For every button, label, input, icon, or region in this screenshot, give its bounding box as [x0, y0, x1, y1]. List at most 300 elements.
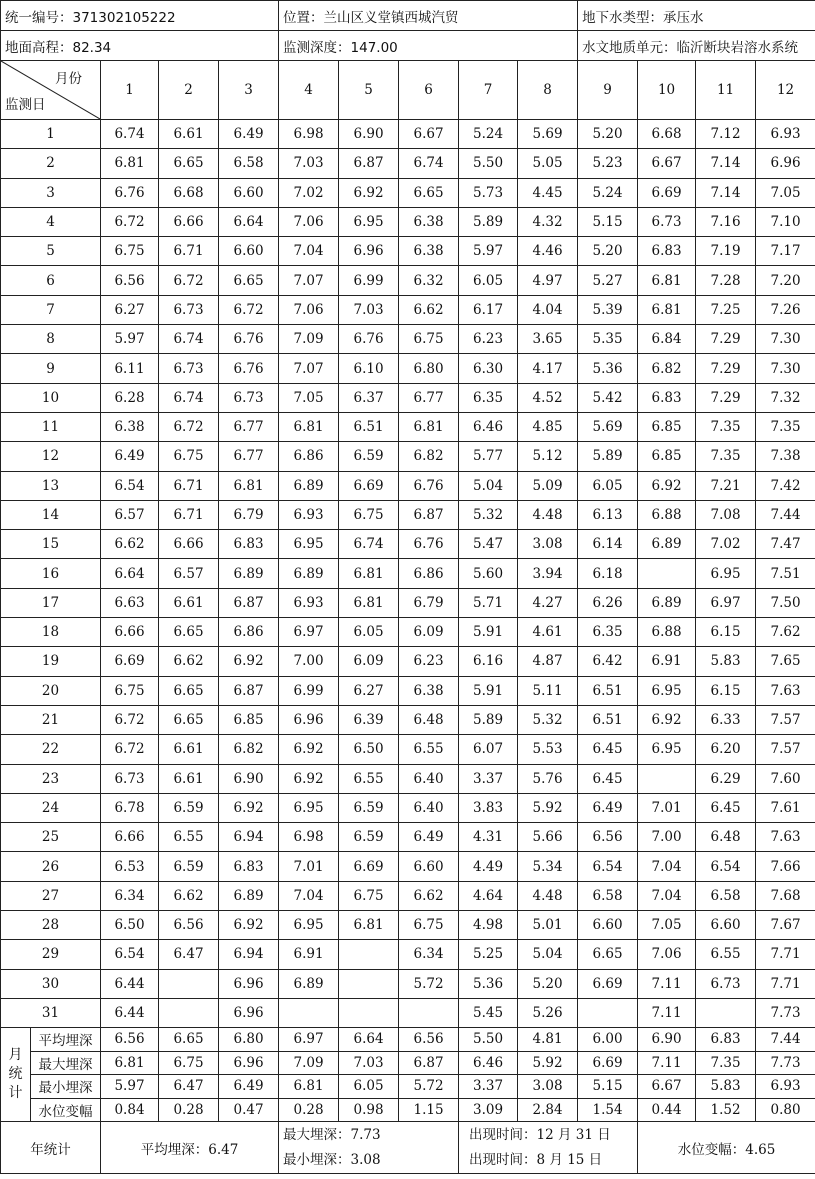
depth-cell: 6.75 [159, 442, 219, 471]
depth-cell: 5.15 [578, 207, 638, 236]
stat-cell: 6.05 [339, 1075, 399, 1099]
depth-cell: 6.47 [159, 940, 219, 969]
depth-cell: 7.32 [756, 383, 815, 412]
depth-cell: 6.96 [339, 237, 399, 266]
depth-cell: 5.97 [459, 237, 518, 266]
depth-cell: 6.75 [339, 500, 399, 529]
depth-cell: 4.04 [518, 295, 578, 324]
depth-cell: 5.01 [518, 911, 578, 940]
depth-cell [159, 969, 219, 998]
depth-cell: 7.60 [756, 764, 815, 793]
depth-cell: 6.69 [578, 969, 638, 998]
depth-cell: 7.10 [756, 207, 815, 236]
depth-cell: 6.73 [638, 207, 696, 236]
depth-cell: 7.26 [756, 295, 815, 324]
stat-cell: 6.46 [459, 1051, 518, 1075]
depth-cell [339, 969, 399, 998]
depth-cell: 5.24 [459, 120, 518, 149]
day-label: 21 [1, 705, 101, 734]
depth-cell: 5.20 [578, 120, 638, 149]
depth-cell: 6.72 [101, 207, 159, 236]
depth-cell: 6.50 [339, 735, 399, 764]
depth-cell: 4.52 [518, 383, 578, 412]
depth-cell: 7.16 [696, 207, 756, 236]
stat-cell: 6.00 [578, 1028, 638, 1052]
table-row [1, 295, 815, 324]
depth-cell: 6.67 [399, 120, 459, 149]
depth-cell: 7.44 [756, 500, 815, 529]
depth-cell: 5.91 [459, 676, 518, 705]
day-label: 16 [1, 559, 101, 588]
depth-cell: 5.47 [459, 530, 518, 559]
depth-cell: 6.39 [339, 705, 399, 734]
depth-cell: 5.36 [578, 354, 638, 383]
depth-cell: 6.66 [159, 530, 219, 559]
depth-cell: 6.64 [219, 207, 279, 236]
depth-cell: 6.40 [399, 764, 459, 793]
depth-cell: 6.57 [159, 559, 219, 588]
table-row [1, 940, 815, 969]
month-header-5: 5 [339, 61, 399, 120]
depth-cell: 7.12 [696, 120, 756, 149]
depth-cell: 6.71 [159, 471, 219, 500]
depth-cell: 6.89 [279, 969, 339, 998]
depth-cell: 6.89 [219, 559, 279, 588]
table-row [1, 383, 815, 412]
depth-cell: 6.92 [638, 471, 696, 500]
depth-cell: 6.38 [399, 237, 459, 266]
day-label: 24 [1, 793, 101, 822]
depth-cell: 7.67 [756, 911, 815, 940]
depth-cell: 5.66 [518, 823, 578, 852]
depth-cell: 6.74 [159, 383, 219, 412]
table-row [1, 911, 815, 940]
depth-cell: 4.98 [459, 911, 518, 940]
depth-cell: 6.88 [638, 500, 696, 529]
depth-cell: 6.67 [638, 149, 696, 178]
depth-cell: 6.58 [696, 881, 756, 910]
depth-cell: 6.48 [399, 705, 459, 734]
depth-cell: 5.34 [518, 852, 578, 881]
depth-cell: 3.08 [518, 530, 578, 559]
depth-cell: 6.58 [219, 149, 279, 178]
depth-cell: 6.99 [279, 676, 339, 705]
depth-cell: 6.95 [339, 207, 399, 236]
depth-cell: 6.75 [339, 881, 399, 910]
depth-cell: 7.71 [756, 969, 815, 998]
stat-cell: 1.52 [696, 1098, 756, 1122]
depth-cell: 5.89 [459, 705, 518, 734]
stat-cell: 7.11 [638, 1051, 696, 1075]
depth-cell: 6.32 [399, 266, 459, 295]
depth-cell: 6.51 [578, 705, 638, 734]
stat-cell: 6.65 [159, 1028, 219, 1052]
day-label: 13 [1, 471, 101, 500]
depth-cell: 6.83 [638, 383, 696, 412]
depth-cell: 5.24 [578, 178, 638, 207]
depth-cell: 6.61 [159, 764, 219, 793]
depth-cell: 6.87 [219, 588, 279, 617]
depth-cell: 6.95 [279, 911, 339, 940]
depth-cell: 7.11 [638, 998, 696, 1027]
depth-cell: 6.38 [399, 207, 459, 236]
depth-cell: 6.65 [159, 705, 219, 734]
depth-cell: 7.09 [279, 325, 339, 354]
depth-cell: 5.20 [578, 237, 638, 266]
stat-cell: 0.47 [219, 1098, 279, 1122]
depth-cell: 7.47 [756, 530, 815, 559]
depth-cell: 4.48 [518, 500, 578, 529]
corner-header-cell [1, 61, 101, 120]
depth-cell: 6.94 [219, 940, 279, 969]
depth-cell: 5.05 [518, 149, 578, 178]
depth-cell: 7.63 [756, 823, 815, 852]
depth-cell: 6.71 [159, 500, 219, 529]
depth-cell: 6.92 [339, 178, 399, 207]
depth-cell: 6.59 [159, 852, 219, 881]
depth-cell: 6.60 [219, 237, 279, 266]
depth-cell: 6.72 [101, 735, 159, 764]
depth-cell: 6.81 [638, 266, 696, 295]
depth-cell: 6.98 [279, 823, 339, 852]
depth-cell: 7.04 [279, 237, 339, 266]
depth-cell: 6.51 [578, 676, 638, 705]
stat-cell: 5.15 [578, 1075, 638, 1099]
depth-cell: 5.77 [459, 442, 518, 471]
depth-cell: 6.65 [159, 676, 219, 705]
depth-cell: 6.86 [219, 618, 279, 647]
stat-cell: 7.35 [696, 1051, 756, 1075]
stat-cell: 5.83 [696, 1075, 756, 1099]
depth-cell: 6.73 [101, 764, 159, 793]
depth-cell: 6.10 [339, 354, 399, 383]
table-row [1, 793, 815, 822]
depth-cell: 6.90 [219, 764, 279, 793]
stat-cell: 7.09 [279, 1051, 339, 1075]
depth-cell: 6.69 [339, 852, 399, 881]
stat-cell: 7.73 [756, 1051, 815, 1075]
depth-cell: 6.92 [219, 647, 279, 676]
month-header-1: 1 [101, 61, 159, 120]
table-row [1, 442, 815, 471]
depth-cell: 6.65 [578, 940, 638, 969]
depth-cell: 6.55 [159, 823, 219, 852]
depth-cell: 7.65 [756, 647, 815, 676]
depth-cell: 6.07 [459, 735, 518, 764]
annual-max: 最大埋深：7.73 [283, 1126, 381, 1143]
stat-cell: 0.28 [279, 1098, 339, 1122]
depth-cell: 5.11 [518, 676, 578, 705]
table-row [1, 588, 815, 617]
depth-cell: 6.45 [578, 764, 638, 793]
depth-cell: 5.60 [459, 559, 518, 588]
stat-cell: 0.44 [638, 1098, 696, 1122]
depth-cell: 6.66 [159, 207, 219, 236]
depth-cell: 6.40 [399, 793, 459, 822]
table-row [1, 998, 815, 1027]
depth-cell: 6.72 [159, 412, 219, 441]
depth-cell: 6.05 [578, 471, 638, 500]
depth-cell: 3.83 [459, 793, 518, 822]
day-label: 9 [1, 354, 101, 383]
day-label: 2 [1, 149, 101, 178]
stat-cell: 6.75 [159, 1051, 219, 1075]
day-label: 14 [1, 500, 101, 529]
depth-cell: 6.95 [638, 735, 696, 764]
depth-cell: 7.07 [279, 266, 339, 295]
stat-cell: 5.92 [518, 1051, 578, 1075]
depth-cell: 5.26 [518, 998, 578, 1027]
depth-cell: 6.61 [159, 120, 219, 149]
month-header-8: 8 [518, 61, 578, 120]
depth-cell: 6.82 [219, 735, 279, 764]
depth-cell: 6.72 [219, 295, 279, 324]
depth-cell [399, 998, 459, 1027]
table-row [1, 178, 815, 207]
depth-cell: 7.28 [696, 266, 756, 295]
depth-cell: 4.32 [518, 207, 578, 236]
depth-cell: 6.59 [339, 823, 399, 852]
annual-max-min [279, 1122, 459, 1174]
table-row [1, 207, 815, 236]
depth-cell: 5.71 [459, 588, 518, 617]
stat-cell: 6.97 [279, 1028, 339, 1052]
day-label: 8 [1, 325, 101, 354]
depth-cell: 7.71 [756, 940, 815, 969]
depth-cell: 5.32 [459, 500, 518, 529]
depth-cell: 6.35 [459, 383, 518, 412]
table-row [1, 618, 815, 647]
stat-cell: 0.84 [101, 1098, 159, 1122]
depth-cell: 6.59 [339, 793, 399, 822]
depth-cell [638, 764, 696, 793]
depth-cell: 6.65 [159, 618, 219, 647]
depth-cell: 5.89 [459, 207, 518, 236]
depth-cell: 6.56 [101, 266, 159, 295]
depth-cell: 6.81 [279, 412, 339, 441]
depth-cell: 6.74 [399, 149, 459, 178]
depth-cell: 7.42 [756, 471, 815, 500]
depth-cell: 6.92 [219, 793, 279, 822]
depth-cell: 6.60 [399, 852, 459, 881]
day-label: 20 [1, 676, 101, 705]
depth-cell: 6.65 [159, 149, 219, 178]
table-row [1, 325, 815, 354]
depth-cell: 5.23 [578, 149, 638, 178]
depth-cell: 6.23 [459, 325, 518, 354]
depth-cell: 6.48 [696, 823, 756, 852]
month-header-row [1, 61, 815, 120]
depth-cell: 6.89 [279, 559, 339, 588]
depth-cell: 5.91 [459, 618, 518, 647]
month-header-10: 10 [638, 61, 696, 120]
annual-avg: 平均埋深：6.47 [101, 1122, 279, 1174]
month-header-6: 6 [399, 61, 459, 120]
annual-stats-row [1, 1122, 815, 1174]
depth-cell: 6.65 [219, 266, 279, 295]
stat-cell: 7.44 [756, 1028, 815, 1052]
depth-cell: 6.56 [159, 911, 219, 940]
depth-cell: 7.63 [756, 676, 815, 705]
depth-cell: 6.68 [638, 120, 696, 149]
depth-cell: 6.95 [279, 530, 339, 559]
day-label: 6 [1, 266, 101, 295]
depth-cell: 6.74 [159, 325, 219, 354]
depth-cell: 6.45 [696, 793, 756, 822]
depth-cell: 6.69 [101, 647, 159, 676]
depth-cell: 6.76 [219, 354, 279, 383]
depth-cell: 6.49 [578, 793, 638, 822]
depth-cell: 6.54 [696, 852, 756, 881]
depth-cell: 6.90 [339, 120, 399, 149]
day-label: 5 [1, 237, 101, 266]
depth-cell: 6.98 [279, 120, 339, 149]
depth-cell: 6.62 [159, 881, 219, 910]
depth-cell: 7.25 [696, 295, 756, 324]
depth-cell: 6.87 [399, 500, 459, 529]
depth-cell [578, 998, 638, 1027]
stat-cell: 6.81 [279, 1075, 339, 1099]
depth-cell: 7.68 [756, 881, 815, 910]
depth-cell: 6.46 [459, 412, 518, 441]
day-label: 15 [1, 530, 101, 559]
stat-cell: 6.56 [399, 1028, 459, 1052]
annual-times [459, 1122, 638, 1174]
depth-cell: 4.45 [518, 178, 578, 207]
depth-cell: 6.83 [219, 852, 279, 881]
depth-cell: 6.96 [756, 149, 815, 178]
depth-cell: 6.51 [339, 412, 399, 441]
table-row [1, 237, 815, 266]
stat-row [1, 1051, 815, 1075]
depth-cell: 6.05 [459, 266, 518, 295]
depth-cell: 7.02 [279, 178, 339, 207]
depth-cell: 5.04 [459, 471, 518, 500]
depth-cell [279, 998, 339, 1027]
depth-cell: 6.83 [638, 237, 696, 266]
depth-cell: 5.36 [459, 969, 518, 998]
depth-cell: 7.05 [279, 383, 339, 412]
stat-cell: 3.08 [518, 1075, 578, 1099]
depth-cell: 7.57 [756, 735, 815, 764]
depth-cell: 6.99 [339, 266, 399, 295]
depth-cell: 6.28 [101, 383, 159, 412]
depth-cell: 7.04 [638, 852, 696, 881]
depth-cell: 6.54 [101, 471, 159, 500]
depth-cell: 6.60 [219, 178, 279, 207]
corner-day-label: 监测日 [5, 97, 46, 113]
depth-cell: 6.97 [696, 588, 756, 617]
depth-cell: 6.68 [159, 178, 219, 207]
depth-cell: 6.76 [399, 530, 459, 559]
depth-cell: 6.59 [339, 442, 399, 471]
depth-cell: 6.18 [578, 559, 638, 588]
annual-min-time: 出现时间：8 月 15 日 [469, 1151, 603, 1168]
depth-cell: 6.61 [159, 588, 219, 617]
depth-cell: 7.01 [638, 793, 696, 822]
depth-cell: 4.64 [459, 881, 518, 910]
month-header-7: 7 [459, 61, 518, 120]
depth-cell: 6.17 [459, 295, 518, 324]
stat-cell: 3.09 [459, 1098, 518, 1122]
depth-cell: 7.21 [696, 471, 756, 500]
stat-cell: 0.98 [339, 1098, 399, 1122]
depth-cell: 4.17 [518, 354, 578, 383]
stat-cell: 6.49 [219, 1075, 279, 1099]
annual-range: 水位变幅：4.65 [638, 1122, 815, 1174]
depth-cell: 6.85 [638, 412, 696, 441]
table-row [1, 354, 815, 383]
depth-cell: 6.53 [101, 852, 159, 881]
table-row [1, 705, 815, 734]
depth-cell: 7.00 [638, 823, 696, 852]
location: 位置：兰山区义堂镇西城汽贸 [279, 1, 578, 31]
depth-cell: 5.20 [518, 969, 578, 998]
depth-cell: 5.50 [459, 149, 518, 178]
depth-cell: 7.04 [279, 881, 339, 910]
depth-cell: 6.85 [638, 442, 696, 471]
depth-cell: 7.05 [638, 911, 696, 940]
depth-cell: 6.76 [101, 178, 159, 207]
depth-cell: 7.04 [638, 881, 696, 910]
depth-cell: 5.72 [399, 969, 459, 998]
depth-cell: 4.46 [518, 237, 578, 266]
depth-cell: 5.69 [518, 120, 578, 149]
depth-cell: 6.49 [219, 120, 279, 149]
depth-cell: 5.12 [518, 442, 578, 471]
depth-cell: 6.62 [399, 881, 459, 910]
depth-cell: 6.79 [219, 500, 279, 529]
depth-cell: 6.96 [279, 705, 339, 734]
depth-cell: 7.20 [756, 266, 815, 295]
depth-cell: 6.54 [578, 852, 638, 881]
stat-cell: 6.93 [756, 1075, 815, 1099]
monthly-stats-label: 月统计 [1, 1028, 31, 1122]
depth-cell: 4.61 [518, 618, 578, 647]
depth-cell: 6.88 [638, 618, 696, 647]
depth-cell: 6.30 [459, 354, 518, 383]
depth-cell: 7.30 [756, 354, 815, 383]
station-id: 统一编号：371302105222 [1, 1, 279, 31]
depth-cell: 6.60 [578, 911, 638, 940]
day-label: 31 [1, 998, 101, 1027]
depth-cell [159, 998, 219, 1027]
depth-cell: 4.27 [518, 588, 578, 617]
table-row [1, 530, 815, 559]
depth-cell: 6.81 [399, 412, 459, 441]
table-row [1, 149, 815, 178]
depth-cell: 6.44 [101, 998, 159, 1027]
month-header-11: 11 [696, 61, 756, 120]
depth-cell [339, 998, 399, 1027]
depth-cell: 6.37 [339, 383, 399, 412]
depth-cell: 6.16 [459, 647, 518, 676]
month-header-4: 4 [279, 61, 339, 120]
depth-cell: 7.38 [756, 442, 815, 471]
day-label: 10 [1, 383, 101, 412]
stat-cell: 6.56 [101, 1028, 159, 1052]
depth-cell: 7.14 [696, 178, 756, 207]
depth-cell: 5.09 [518, 471, 578, 500]
depth-cell: 4.85 [518, 412, 578, 441]
depth-cell: 6.87 [219, 676, 279, 705]
depth-cell: 7.35 [696, 412, 756, 441]
depth-cell: 6.33 [696, 705, 756, 734]
depth-cell: 6.89 [219, 881, 279, 910]
table-row [1, 266, 815, 295]
table-row [1, 852, 815, 881]
stat-cell: 6.87 [399, 1051, 459, 1075]
